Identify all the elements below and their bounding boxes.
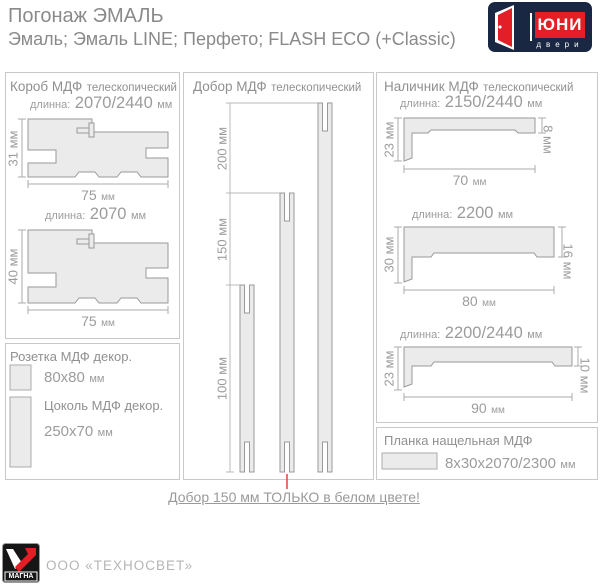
company-name: ООО «ТЕХНОСВЕТ» (46, 558, 194, 573)
dobor-title: Добор МДФ телескопический (193, 79, 362, 94)
nalichnik-title: Наличник МДФ телескопический (384, 79, 574, 94)
nalichnik-length-1: длинна: 2150/2440 мм (400, 93, 543, 111)
magna-logo (2, 543, 40, 583)
korob-height-label-2: 40 мм (5, 248, 21, 285)
dobor-label-100: 100 мм (214, 356, 230, 401)
korob-height-label-1: 31 мм (5, 130, 21, 167)
yuni-sub-text: двери (536, 40, 584, 49)
nalichnik-height-label-2: 30 мм (381, 236, 397, 273)
yuni-logo (488, 2, 592, 52)
korob-length-2: длинна: 2070 мм (45, 205, 147, 223)
planka-size: 8x30x2070/2300 мм (445, 455, 576, 472)
nalichnik-edge-label-3: 10 мм (577, 357, 593, 394)
korob-width-label-2: 75 мм (81, 313, 115, 329)
nalichnik-height-label-3: 23 мм (381, 350, 397, 387)
cokol-title: Цоколь МДФ декор. (44, 398, 164, 413)
cokol-size: 250x70 мм (44, 423, 113, 440)
korob-width-label-1: 75 мм (81, 187, 115, 203)
panel-dobor (183, 72, 374, 480)
rozetka-size: 80x80 мм (44, 369, 105, 386)
korob-length-1: длинна: 2070/2440 мм (30, 94, 173, 112)
nalichnik-edge-label-1: 8 мм (540, 125, 556, 154)
nalichnik-width-label-2: 80 мм (462, 293, 496, 309)
page-subtitle: Эмаль; Эмаль LINE; Перфето; FLASH ECO (+Classic) (8, 29, 456, 49)
magna-label: МАГНА (8, 573, 34, 580)
dobor-color-note: Добор 150 мм ТОЛЬКО в белом цвете! (168, 489, 420, 505)
nalichnik-width-label-3: 90 мм (471, 400, 505, 416)
page-title: Погонаж ЭМАЛЬ (8, 5, 164, 27)
rozetka-title: Розетка МДФ декор. (10, 349, 133, 364)
dobor-label-200: 200 мм (214, 126, 230, 171)
nalichnik-length-2: длинна: 2200 мм (412, 204, 514, 222)
nalichnik-edge-label-2: 16 мм (560, 243, 576, 280)
dobor-label-150: 150 мм (214, 217, 230, 262)
nalichnik-width-label-1: 70 мм (452, 172, 487, 188)
yuni-brand-text: ЮНИ (537, 15, 583, 34)
nalichnik-height-label-1: 23 мм (381, 121, 397, 158)
planka-title: Планка нащельная МДФ (384, 433, 533, 448)
korob-title: Короб МДФ телескопический (10, 79, 177, 94)
nalichnik-length-3: длинна: 2200/2440 мм (400, 324, 543, 342)
